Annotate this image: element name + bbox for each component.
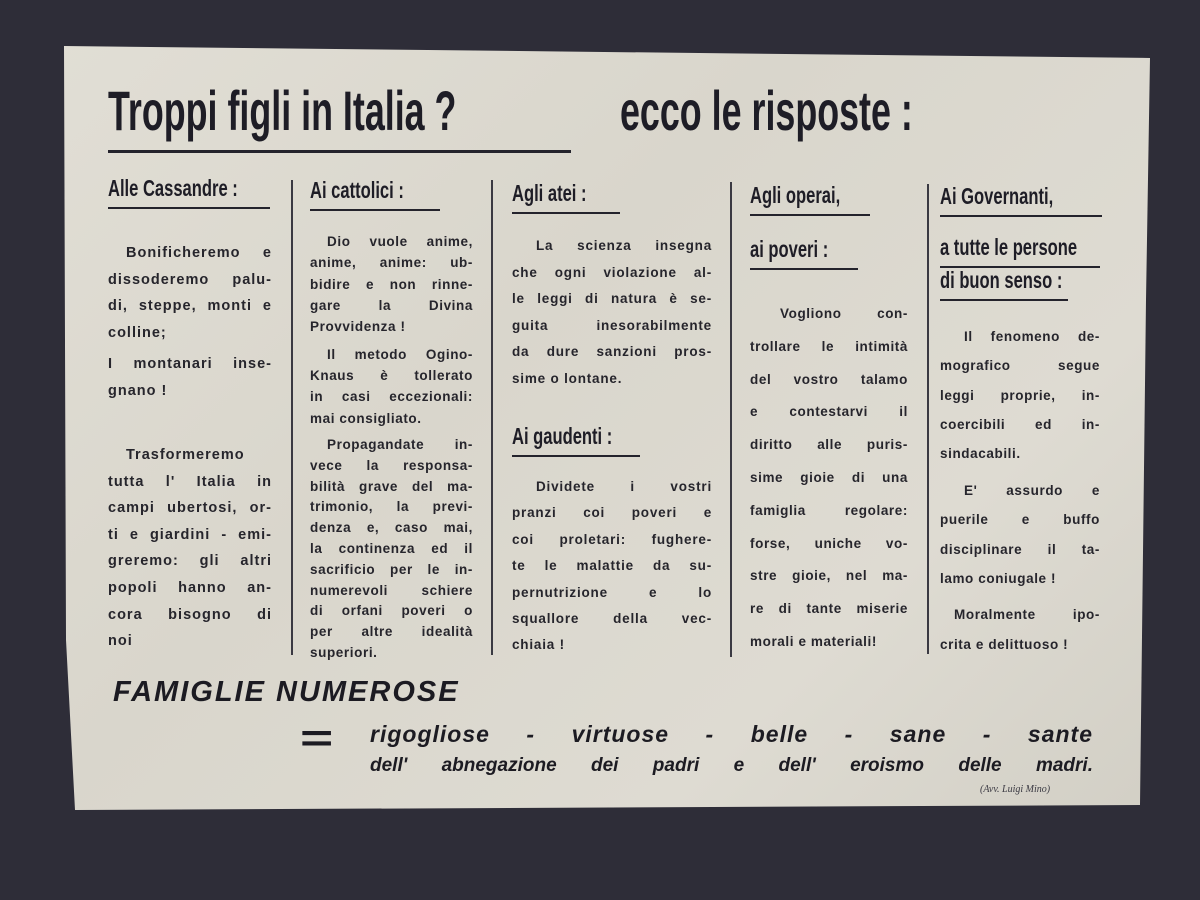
column-heading: Alle Cassandre : <box>108 175 238 201</box>
paragraph-line: trollare le intimità <box>750 338 908 354</box>
paragraph-line: squallore della vec- <box>512 611 712 626</box>
paragraph-line: Knaus è tollerato <box>310 368 473 384</box>
paragraph-line: popoli hanno an- <box>108 580 272 596</box>
paragraph-line: sime o lontane. <box>512 371 623 386</box>
signature: (Avv. Luigi Mino) <box>980 784 1051 795</box>
footer-tagline: dell' abnegazione dei padri e dell' eroismo delle madri. <box>370 755 1093 776</box>
heading-underline <box>940 215 1102 217</box>
equals-sign: = <box>300 718 334 760</box>
column-divider <box>491 180 493 655</box>
paragraph-line: disciplinare il ta- <box>940 541 1100 557</box>
paragraph-line: campi ubertosi, or- <box>108 500 272 517</box>
paragraph-line: te le malattie da su- <box>512 558 712 574</box>
paragraph-line: anime, anime: ub- <box>310 255 473 271</box>
paragraph-line: puerile e buffo <box>940 512 1100 528</box>
heading-underline <box>750 214 870 216</box>
paragraph-line: bilità grave del ma- <box>310 478 473 494</box>
paragraph-line: greremo: gli altri <box>108 553 272 570</box>
heading-underline <box>940 299 1068 301</box>
paragraph-line: re di tante miserie <box>750 601 908 617</box>
paragraph-line: Propagandate in- <box>327 437 473 452</box>
paragraph-line: ti e giardini - emi- <box>108 526 272 543</box>
column-heading: Ai gaudenti : <box>512 423 613 449</box>
paragraph-line: in casi eccezionali: <box>310 389 473 405</box>
paragraph-line: da dure sanzioni pros- <box>512 344 712 360</box>
paragraph-line: di orfani poveri o <box>310 603 473 619</box>
column-divider <box>927 184 929 654</box>
paragraph-line: La scienza insegna <box>536 238 712 253</box>
paragraph-line: Moralmente ipo- <box>954 607 1100 622</box>
paragraph-line: lamo coniugale ! <box>940 570 1057 586</box>
paragraph-line: trimonio, la previ- <box>310 499 473 515</box>
paragraph-line: di, steppe, monti e <box>108 298 272 315</box>
paragraph-line: mai consigliato. <box>310 410 422 426</box>
paragraph-line: del vostro talamo <box>750 371 908 387</box>
paragraph-line: pranzi coi poveri e <box>512 505 712 521</box>
paragraph-line: denza e, caso mai, <box>310 520 473 536</box>
paragraph-line: E' assurdo e <box>964 483 1100 498</box>
paragraph-line: leggi proprie, in- <box>940 387 1100 403</box>
paragraph-line: Dio vuole anime, <box>327 234 473 249</box>
paragraph-line: noi <box>108 633 133 650</box>
paragraph-line: forse, uniche vo- <box>750 535 908 551</box>
paragraph-line: per altre idealità <box>310 624 473 640</box>
paragraph-line: che ogni violazione al- <box>512 264 712 280</box>
paragraph-line: Dividete i vostri <box>536 479 712 494</box>
paragraph-line: famiglia regolare: <box>750 502 908 518</box>
paragraph-line: colline; <box>108 324 167 341</box>
paragraph-line: gnano ! <box>108 382 168 399</box>
heading-underline <box>750 268 858 270</box>
column-heading: Ai Governanti, <box>940 183 1054 209</box>
paragraph-line: tutta l' Italia in <box>108 473 272 490</box>
paragraph-line: sindacabili. <box>940 446 1021 462</box>
paragraph-line: Vogliono con- <box>780 306 908 321</box>
title-question: Troppi figli in Italia ? <box>108 79 457 142</box>
paragraph-line: vece la responsa- <box>310 457 473 473</box>
paragraph-line: Il fenomeno de- <box>964 329 1100 344</box>
paragraph-line: chiaia ! <box>512 637 565 653</box>
paragraph-line: coi proletari: fughere- <box>512 531 712 547</box>
heading-underline <box>310 209 440 211</box>
column-heading: di buon senso : <box>940 267 1063 293</box>
paragraph-line: Il metodo Ogino- <box>327 347 473 362</box>
paragraph-line: Trasformeremo <box>126 447 245 463</box>
column-heading: Ai cattolici : <box>310 177 404 203</box>
footer-headline: FAMIGLIE NUMEROSE <box>113 676 460 708</box>
paragraph-line: sime gioie di una <box>750 470 908 485</box>
paragraph-line: morali e materiali! <box>750 634 877 649</box>
paragraph-line: le leggi di natura è se- <box>512 291 712 307</box>
paragraph-line: gare la Divina <box>310 297 473 313</box>
paragraph-line: dissoderemo palu- <box>108 271 272 288</box>
title-answer: ecco le risposte : <box>620 79 913 142</box>
column-heading: Agli atei : <box>512 180 587 206</box>
paragraph-line: superiori. <box>310 645 378 660</box>
paragraph-line: guita inesorabilmente <box>512 317 712 333</box>
paragraph-line: e contestarvi il <box>750 404 908 420</box>
heading-underline <box>512 455 640 457</box>
paragraph-line: coercibili ed in- <box>940 416 1100 432</box>
paragraph-line: la continenza ed il <box>310 541 473 556</box>
heading-underline <box>108 207 270 209</box>
column-heading: a tutte le persone <box>940 234 1078 260</box>
column-heading: Agli operai, <box>750 182 841 208</box>
paragraph-line: crita e delittuoso ! <box>940 636 1069 652</box>
title-underline <box>108 150 571 153</box>
paragraph-line: mografico segue <box>940 358 1100 374</box>
heading-underline <box>512 212 620 214</box>
column-divider <box>291 180 293 655</box>
column-divider <box>730 182 732 657</box>
paragraph-line: numerevoli schiere <box>310 582 473 598</box>
paragraph-line: stre gioie, nel ma- <box>750 568 908 584</box>
paragraph-line: pernutrizione e lo <box>512 584 712 600</box>
paragraph-line: I montanari inse- <box>108 356 272 372</box>
paragraph-line: diritto alle puris- <box>750 437 908 453</box>
paragraph-line: cora bisogno di <box>108 606 272 623</box>
paragraph-line: sacrificio per le in- <box>310 561 473 577</box>
paragraph-line: Bonificheremo e <box>126 245 272 261</box>
column-heading: ai poveri : <box>750 236 829 262</box>
paragraph-line: bidire e non rinne- <box>310 276 473 292</box>
paragraph-line: Provvidenza ! <box>310 319 406 335</box>
footer-qualities: rigogliose - virtuose - belle - sane - sante <box>370 721 1093 747</box>
